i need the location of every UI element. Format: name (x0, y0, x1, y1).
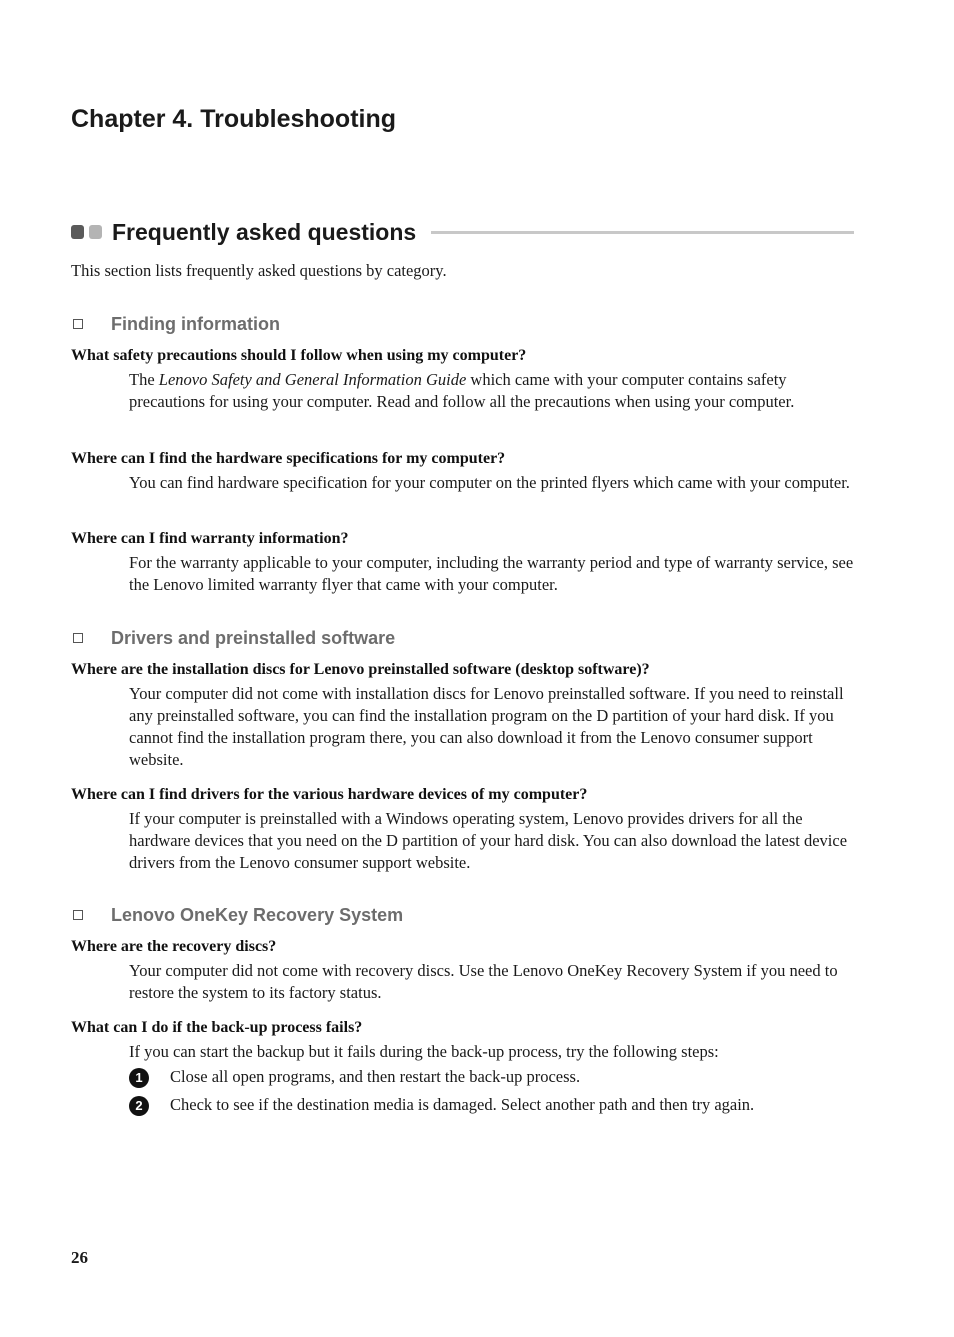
faq-answer: If your computer is preinstalled with a Windows operating system, Lenovo provides drivers for all the hardware devices that you need on the D partition of your hard disk. You can also download the latest device drivers from the Lenovo consumer support website. (129, 809, 848, 872)
step-number-1-icon: 1 (129, 1068, 149, 1088)
page-number: 26 (71, 1248, 88, 1267)
faq-answer: Your computer did not come with recovery discs. Use the Lenovo OneKey Recovery System if you need to restore the system to its factory status. (129, 961, 838, 1002)
step-text: Check to see if the destination media is damaged. Select another path and then try again. (170, 1095, 755, 1114)
faq-answer: You can find hardware specification for your computer on the printed flyers which came with your computer. (129, 473, 850, 492)
faq-question: Where can I find drivers for the various hardware devices of my computer? (71, 786, 588, 803)
faq-question: What safety precautions should I follow when using my computer? (71, 347, 527, 364)
section-marker-dark-square-icon (71, 225, 84, 239)
faq-question: Where are the installation discs for Lenovo preinstalled software (desktop software)? (71, 661, 650, 678)
faq-question: What can I do if the back-up process fails? (71, 1019, 363, 1036)
guide-title: Lenovo Safety and General Information Guide (158, 370, 467, 389)
category-label: Finding information (111, 314, 280, 334)
section-marker-light-square-icon (89, 225, 102, 239)
square-bullet-icon (73, 910, 83, 920)
category-label: Lenovo OneKey Recovery System (111, 905, 404, 925)
step-number-2-icon: 2 (129, 1096, 149, 1116)
section-header (71, 216, 854, 250)
chapter-title: Chapter 4. Troubleshooting (71, 105, 397, 133)
faq-answer: Your computer did not come with installation discs for Lenovo preinstalled software. If you need to reinstall any preinstalled software, you can find the installation program on the D partition of your hard disk. If you cannot find the installation program there, you can also download it from the Lenovo consumer support website. (129, 684, 844, 769)
section-divider (431, 231, 854, 234)
faq-answer (129, 369, 857, 413)
answer-text: The (129, 370, 159, 389)
section-title: Frequently asked questions (112, 216, 422, 248)
faq-question: Where are the recovery discs? (71, 938, 277, 955)
faq-answer: For the warranty applicable to your computer, including the warranty period and type of warranty service, see the Lenovo limited warranty flyer that came with your computer. (129, 553, 854, 594)
faq-question: Where can I find the hardware specifications for my computer? (71, 450, 506, 467)
faq-question: Where can I find warranty information? (71, 530, 349, 547)
faq-answer: If you can start the backup but it fails during the back-up process, try the following steps: (129, 1042, 719, 1061)
step-text: Close all open programs, and then restart the back-up process. (170, 1067, 581, 1086)
square-bullet-icon (73, 319, 83, 329)
section-intro: This section lists frequently asked questions by category. (71, 261, 447, 280)
square-bullet-icon (73, 633, 83, 643)
category-label: Drivers and preinstalled software (111, 628, 396, 648)
answer-text: which came with your computer contains safety precautions for using your computer. Read and follow all the precautions when using your computer. (129, 370, 795, 411)
